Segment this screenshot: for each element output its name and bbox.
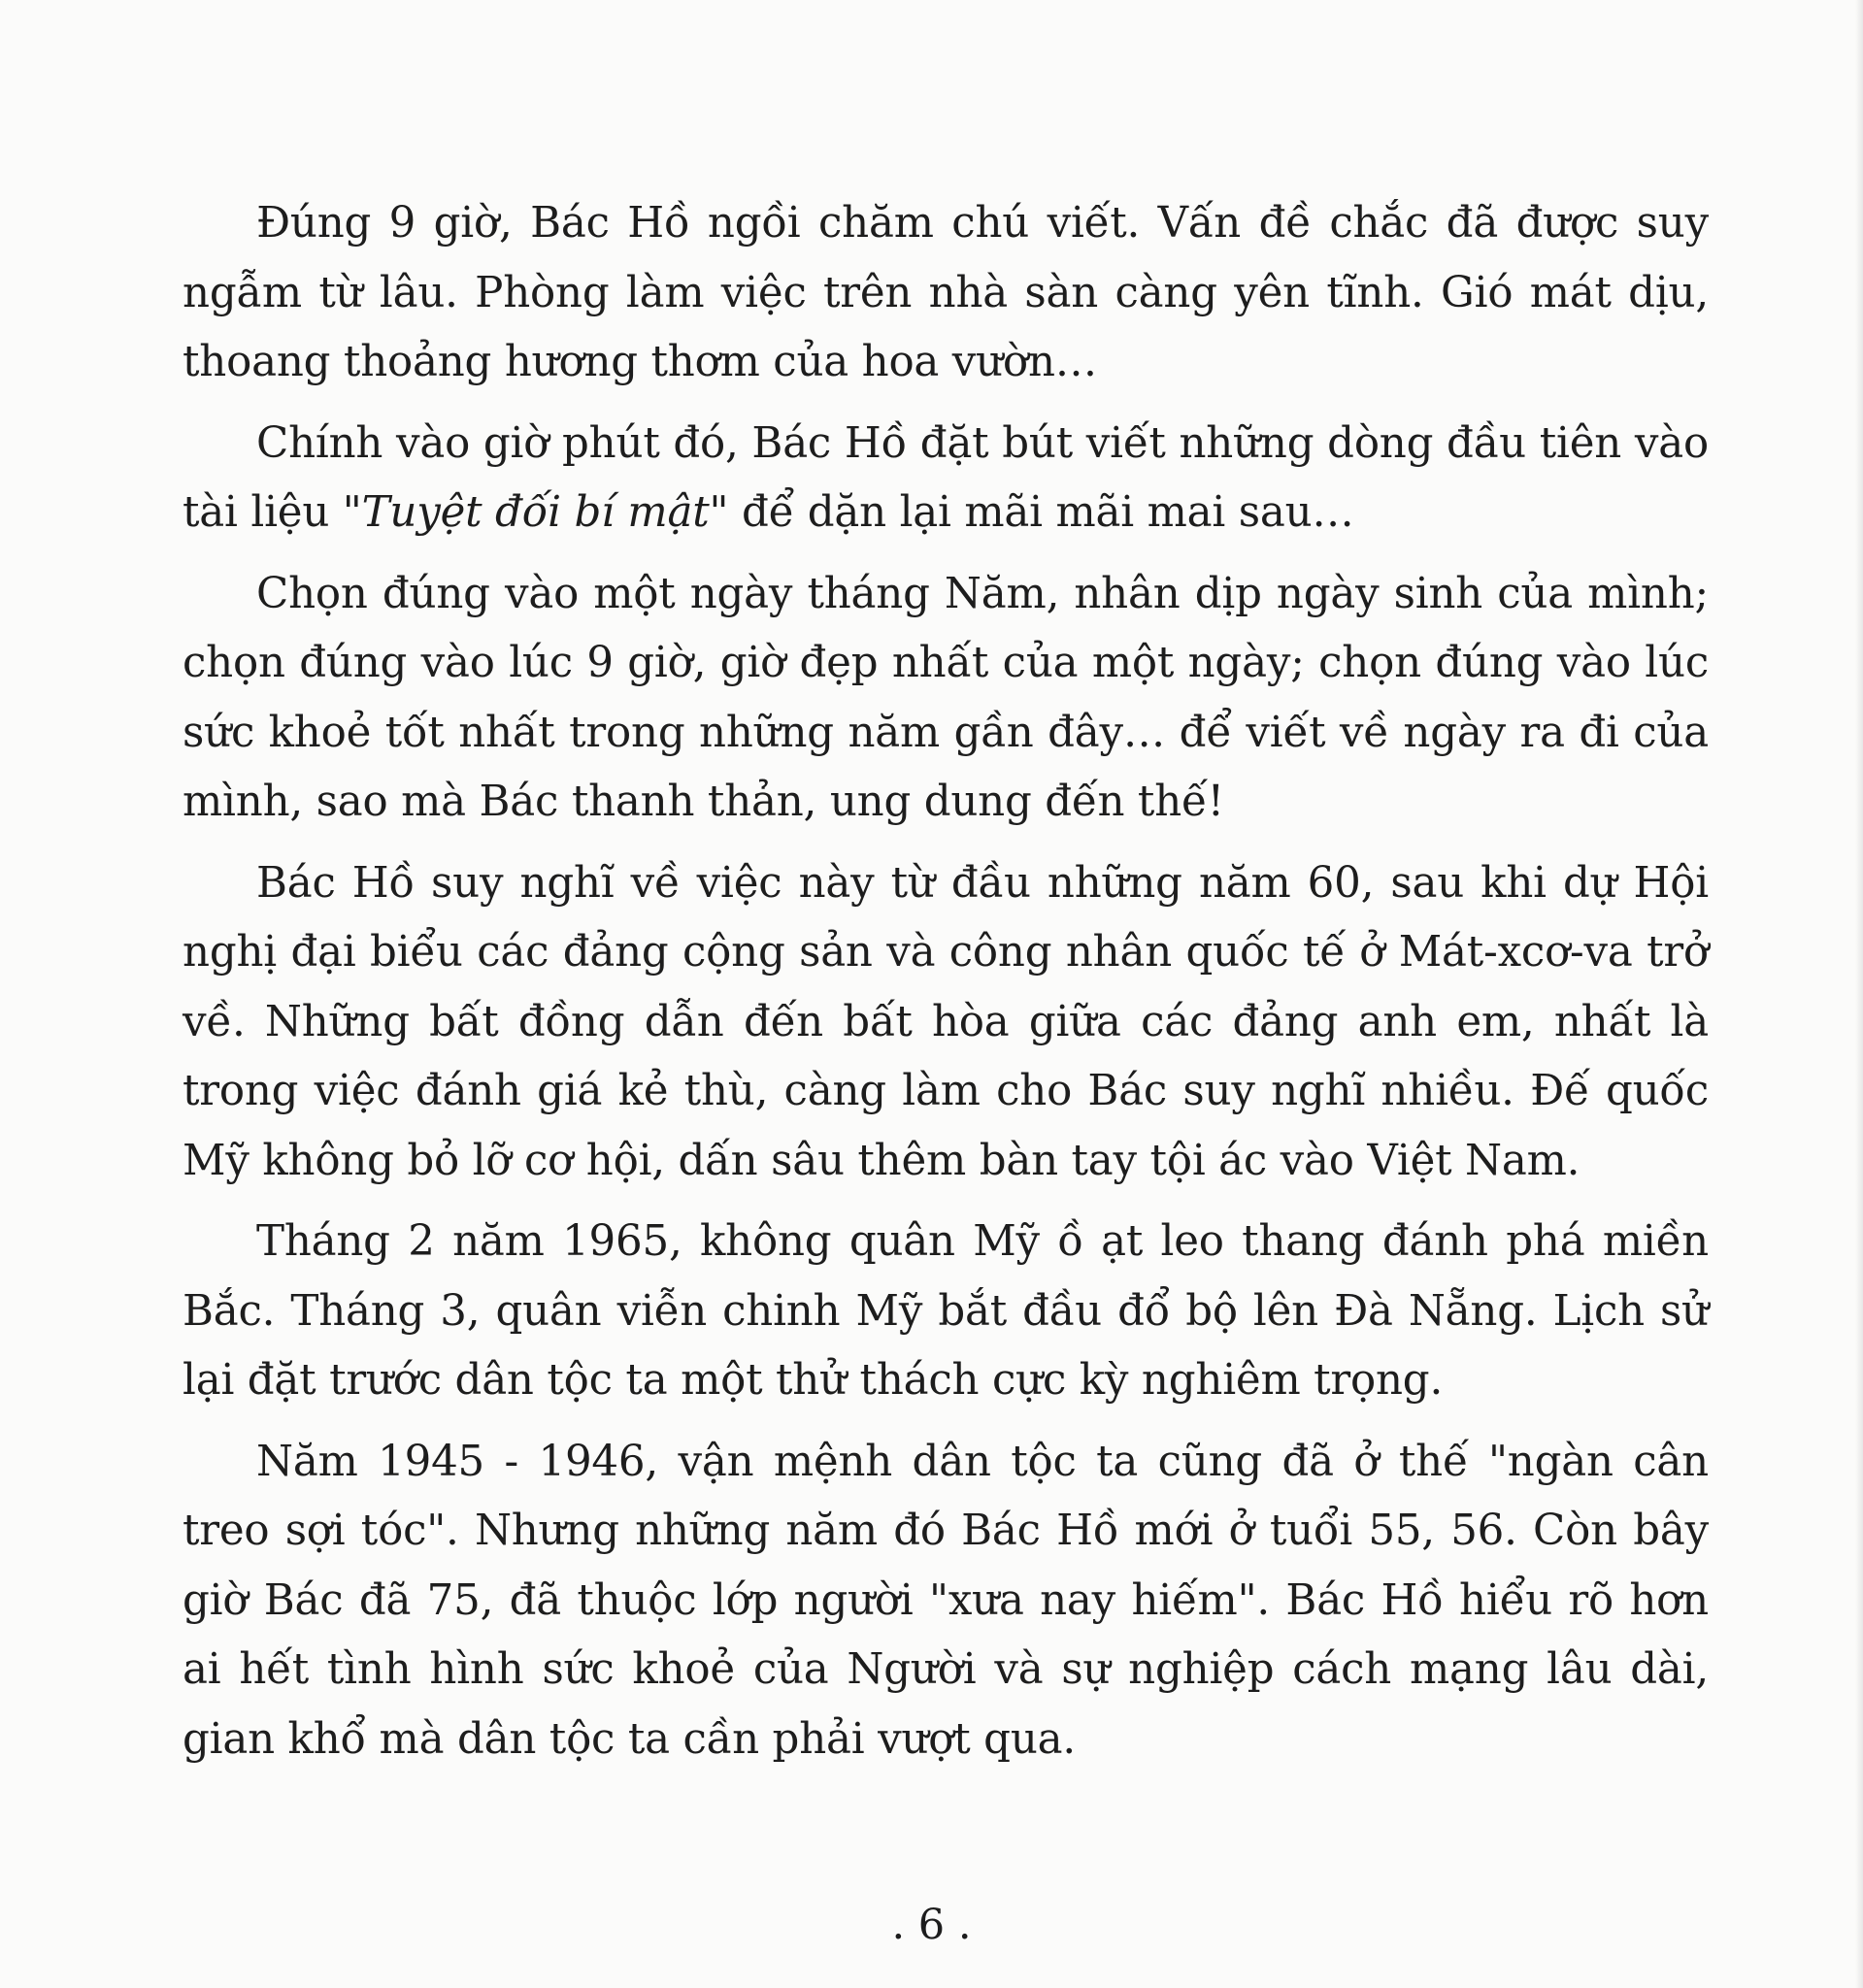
- paragraph-1-text: Đúng 9 giờ, Bác Hồ ngồi chăm chú viết. Vấn đề chắc đã được suy ngẫm từ lâu. Phòng làm việc trên nhà sàn càng yên tĩnh. Gió mát dịu, thoang thoảng hương thơm của hoa vườn…: [183, 199, 1709, 386]
- paragraph-5: [183, 1208, 1709, 1416]
- paragraph-6-text: Năm 1945 - 1946, vận mệnh dân tộc ta cũng đã ở thế "ngàn cân treo sợi tóc". Nhưng những năm đó Bác Hồ mới ở tuổi 55, 56. Còn bây giờ Bác đã 75, đã thuộc lớp người "xưa nay hiếm". Bác Hồ hiểu rõ hơn ai hết tình hình sức khoẻ của Người và sự nghiệp cách mạng lâu dài, gian khổ mà dân tộc ta cần phải vượt qua.: [183, 1437, 1709, 1764]
- paragraph-6: [183, 1428, 1709, 1775]
- paragraph-3-text: Chọn đúng vào một ngày tháng Năm, nhân dịp ngày sinh của mình; chọn đúng vào lúc 9 giờ, giờ đẹp nhất của một ngày; chọn đúng vào lúc sức khoẻ tốt nhất trong những năm gần đây… để viết về ngày ra đi của mình, sao mà Bác thanh thản, ung dung đến thế!: [183, 569, 1709, 826]
- page-number: . 6 .: [891, 1901, 972, 1949]
- page-edge-shadow: [1855, 0, 1863, 1988]
- paragraph-2: [183, 410, 1709, 548]
- body-text: [183, 189, 1709, 1786]
- paragraph-2-text-a: Chính vào giờ phút đó, Bác Hồ đặt bút viết những dòng đầu tiên vào tài liệu: [183, 418, 1709, 537]
- paragraph-4-text: Bác Hồ suy nghĩ về việc này từ đầu những năm 60, sau khi dự Hội nghị đại biểu các đảng cộng sản và công nhân quốc tế ở Mát-xcơ-va trở về. Những bất đồng dẫn đến bất hòa giữa các đảng anh em, nhất là trong việc đánh giá kẻ thù, càng làm cho Bác suy nghĩ nhiều. Đế quốc Mỹ không bỏ lỡ cơ hội, dấn sâu thêm bàn tay tội ác vào Việt Nam.: [183, 858, 1709, 1185]
- paragraph-5-text: Tháng 2 năm 1965, không quân Mỹ ồ ạt leo thang đánh phá miền Bắc. Tháng 3, quân viễn chinh Mỹ bắt đầu đổ bộ lên Đà Nẵng. Lịch sử lại đặt trước dân tộc ta một thử thách cực kỳ nghiêm trọng.: [183, 1217, 1709, 1405]
- paragraph-1: [183, 189, 1709, 398]
- paragraph-2-text-b: để dặn lại mãi mãi mai sau…: [728, 488, 1354, 537]
- document-title-italic: "Tuyệt đối bí mật": [342, 488, 729, 537]
- paragraph-3: [183, 560, 1709, 838]
- paragraph-4: [183, 849, 1709, 1197]
